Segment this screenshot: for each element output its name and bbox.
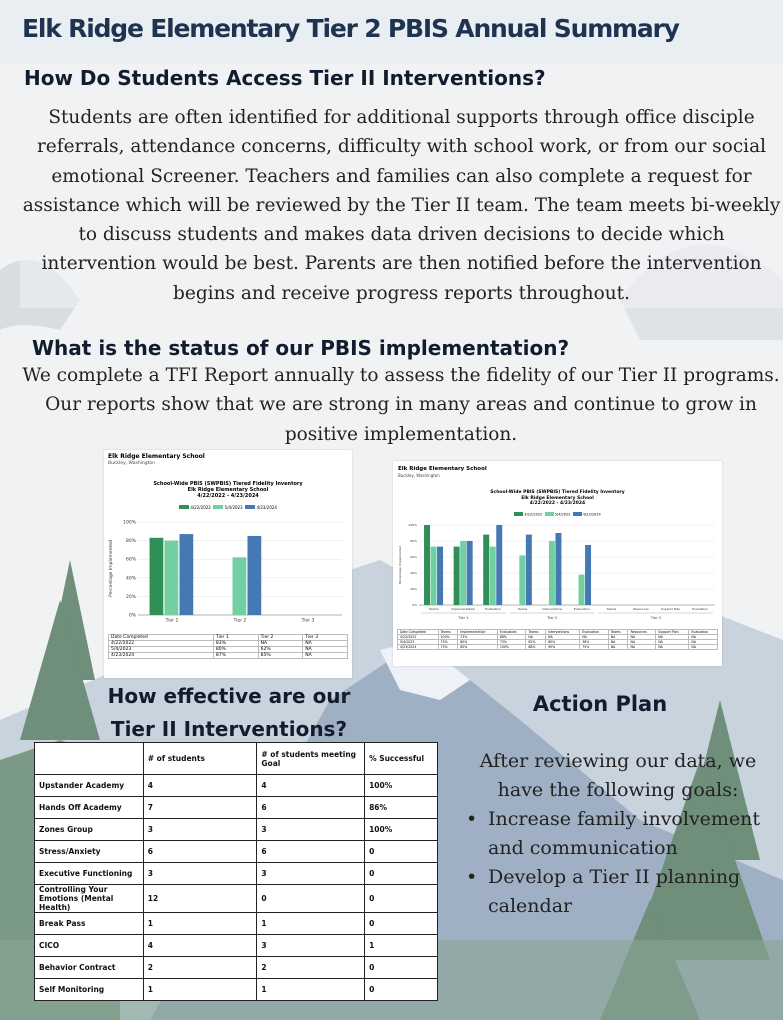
table-cell: 80%: [546, 640, 580, 645]
y-tick-label: 20%: [410, 587, 417, 591]
table-header: Date Completed: [398, 630, 439, 635]
bar-4-23-2024: [467, 541, 473, 605]
table-header: Date Completed: [109, 635, 214, 641]
table-cell: 100%: [497, 645, 526, 650]
goal-count: 3: [257, 819, 365, 841]
table-header: [35, 743, 144, 775]
table-cell: NA: [303, 653, 348, 659]
table-cell: NA: [580, 635, 609, 640]
action-plan-intro: After reviewing our data, we have the following goals:: [479, 750, 757, 801]
y-tick-label: 80%: [410, 539, 417, 543]
report-school-name: Elk Ridge Elementary School: [398, 466, 487, 472]
table-cell: 4/22/2022: [109, 641, 214, 647]
bar-5-4-2023: [431, 547, 437, 605]
action-plan-heading: Action Plan: [532, 692, 668, 716]
table-cell: 73%: [438, 640, 458, 645]
goal-count: 3: [257, 935, 365, 957]
table-cell: 5/4/2023: [398, 640, 439, 645]
legend-swatch-2023: [545, 512, 554, 516]
table-cell: 80%: [458, 640, 498, 645]
bar-4-23-2024: [526, 535, 532, 605]
x-category-label: Teams: [517, 607, 528, 611]
table-cell: NA: [656, 640, 689, 645]
tfi-report-tier-summary: [104, 450, 352, 678]
bar-4-23-2024: [585, 545, 591, 605]
table-cell: NA: [628, 645, 656, 650]
table-cell: 85%: [258, 653, 303, 659]
legend-label: 5/4/2023: [224, 505, 243, 510]
table-row: [35, 935, 438, 957]
table-header: Teams: [526, 630, 546, 635]
x-category-label: Interventions: [542, 607, 563, 611]
bar-5-4-2023: [490, 547, 496, 605]
table-header: Resources: [628, 630, 656, 635]
legend-swatch-2024: [245, 505, 255, 509]
intervention-name: Controlling Your Emotions (Mental Health): [35, 885, 144, 913]
bar-4-23-2024: [247, 536, 261, 615]
percent-successful: 0: [365, 841, 438, 863]
bar-4-22-2022: [424, 525, 430, 605]
student-count: 1: [143, 979, 257, 1001]
x-category-label: Tier 1: [165, 618, 179, 624]
legend-swatch-2022: [514, 512, 523, 516]
x-category-label: Evaluation: [573, 607, 590, 611]
intervention-name: Self Monitoring: [35, 979, 144, 1001]
goal-count: 2: [257, 957, 365, 979]
access-paragraph: Students are often identified for additional supports through office disciple referrals, attendance concerns, difficulty with school work, or from our social emotional Screener. Teachers and families can also complete a request for assistance which will be reviewed by the Tier II team. The team meets bi-weekly to discuss students and makes data driven decisions to decide which intervention would be best. Parents are then notified before the intervention begins and receive progress reports throughout.: [20, 103, 783, 308]
action-plan-goal-list: [466, 805, 778, 921]
table-cell: NA: [303, 641, 348, 647]
bar-4-22-2022: [150, 538, 164, 615]
table-cell: NA: [689, 635, 718, 640]
table-cell: NA: [656, 645, 689, 650]
table-cell: 5/4/2023: [109, 647, 214, 653]
goal-text: Increase family involvement and communication: [488, 808, 761, 859]
table-header: Tier 3: [303, 635, 348, 641]
table-cell: 4/22/2022: [398, 635, 439, 640]
x-category-label: Evaluation: [485, 607, 501, 611]
x-category-label: Evaluation: [692, 607, 709, 611]
x-category-label: Tier 2: [233, 618, 247, 624]
percent-successful: 0: [365, 913, 438, 935]
legend-label: 5/4/2023: [554, 512, 571, 517]
list-item: • Develop a Tier II planning calendar: [466, 866, 741, 917]
y-tick-label: 0%: [128, 613, 136, 619]
table-row: [35, 885, 438, 913]
table-cell: 73%: [497, 640, 526, 645]
student-count: 3: [143, 819, 257, 841]
table-header: Evaluation: [497, 630, 526, 635]
table-cell: 88%: [526, 645, 546, 650]
legend-swatch-2022: [179, 505, 189, 509]
goal-count: 4: [257, 775, 365, 797]
table-header: Support Plan: [656, 630, 689, 635]
table-header: # of students: [143, 743, 257, 775]
table-cell: 83%: [213, 641, 258, 647]
intervention-name: Zones Group: [35, 819, 144, 841]
tier-fidelity-chart: [104, 514, 352, 632]
bar-5-4-2023: [460, 541, 466, 605]
table-header: # of students meeting Goal: [257, 743, 365, 775]
legend-label: 4/23/2024: [256, 505, 277, 510]
intervention-name: Hands Off Academy: [35, 797, 144, 819]
legend-label: 4/22/2022: [524, 512, 543, 517]
report-title-line: 4/22/2022 - 4/23/2024: [529, 501, 586, 506]
bar-5-4-2023: [549, 541, 555, 605]
x-category-label: Support Plan: [660, 607, 681, 611]
percent-successful: 86%: [365, 797, 438, 819]
table-cell: NA: [258, 641, 303, 647]
x-category-label: Teams: [606, 607, 617, 611]
x-category-label: Tier 3: [301, 618, 315, 624]
legend-swatch-2023: [213, 505, 223, 509]
goal-count: 6: [257, 797, 365, 819]
table-header: % Successful: [365, 743, 438, 775]
report-data-table: [397, 629, 718, 650]
table-cell: NA: [608, 640, 628, 645]
table-cell: 62%: [526, 640, 546, 645]
table-cell: NA: [689, 645, 718, 650]
legend-label: 4/22/2022: [190, 505, 211, 510]
table-row: [35, 957, 438, 979]
status-heading: What is the status of our PBIS implementation?: [32, 336, 570, 360]
goal-count: 1: [257, 979, 365, 1001]
table-cell: 38%: [580, 640, 609, 645]
table-cell: 80%: [458, 645, 498, 650]
goal-text: Develop a Tier II planning calendar: [488, 866, 741, 917]
table-header: Evaluation: [689, 630, 718, 635]
table-cell: 90%: [546, 645, 580, 650]
table-row: [398, 645, 718, 650]
table-header: Tier 1: [213, 635, 258, 641]
intervention-name: Executive Functioning: [35, 863, 144, 885]
table-row: [109, 653, 348, 659]
table-row: [35, 841, 438, 863]
table-header: Tier 2: [258, 635, 303, 641]
student-count: 4: [143, 935, 257, 957]
legend-swatch-2024: [573, 512, 582, 516]
report-title-line: Elk Ridge Elementary School: [187, 487, 269, 493]
student-count: 6: [143, 841, 257, 863]
table-row: [35, 819, 438, 841]
table-cell: NA: [628, 635, 656, 640]
table-cell: 62%: [258, 647, 303, 653]
bar-4-22-2022: [483, 535, 489, 605]
tier-group-label: Tier 2: [547, 616, 558, 620]
table-row: [35, 979, 438, 1001]
report-school-name: Elk Ridge Elementary School: [108, 453, 205, 460]
report-title-line: School-Wide PBIS (SWPBIS) Tiered Fidelity Inventory: [490, 490, 625, 495]
goal-count: 6: [257, 841, 365, 863]
student-count: 2: [143, 957, 257, 979]
percent-successful: 100%: [365, 819, 438, 841]
bar-4-23-2024: [496, 525, 502, 605]
goal-count: 0: [257, 885, 365, 913]
percent-successful: 100%: [365, 775, 438, 797]
y-tick-label: 80%: [125, 539, 136, 545]
bar-4-23-2024: [555, 533, 561, 605]
report-title-line: 4/22/2022 - 4/23/2024: [197, 493, 259, 499]
table-header: Teams: [608, 630, 628, 635]
bar-5-4-2023: [165, 541, 179, 615]
y-tick-label: 60%: [125, 557, 136, 563]
table-cell: 73%: [438, 645, 458, 650]
intervention-name: Behavior Contract: [35, 957, 144, 979]
table-cell: NA: [628, 640, 656, 645]
table-cell: 75%: [580, 645, 609, 650]
student-count: 1: [143, 913, 257, 935]
table-cell: NA: [689, 640, 718, 645]
intervention-name: Upstander Academy: [35, 775, 144, 797]
intervention-name: CICO: [35, 935, 144, 957]
student-count: 12: [143, 885, 257, 913]
bar-5-4-2023: [579, 575, 585, 605]
report-location: Buckley, Washington: [398, 473, 440, 478]
bar-5-4-2023: [519, 555, 525, 605]
table-cell: 80%: [213, 647, 258, 653]
intervention-name: Break Pass: [35, 913, 144, 935]
tfi-report-subscale-detail: [393, 461, 722, 666]
table-cell: 4/23/2024: [109, 653, 214, 659]
y-tick-label: 100%: [123, 520, 136, 526]
student-count: 3: [143, 863, 257, 885]
tier-group-label: Tier 1: [458, 616, 469, 620]
table-cell: NA: [608, 645, 628, 650]
x-category-label: Resources: [633, 607, 649, 611]
y-tick-label: 20%: [125, 594, 136, 600]
report-location: Buckley, Washington: [108, 461, 156, 466]
student-count: 7: [143, 797, 257, 819]
goal-count: 3: [257, 863, 365, 885]
percent-successful: 1: [365, 935, 438, 957]
legend-label: 4/23/2024: [582, 512, 601, 517]
table-row: [35, 775, 438, 797]
access-heading: How Do Students Access Tier II Interventions?: [24, 66, 546, 90]
y-axis-label: Percentage Implemented: [109, 540, 114, 597]
percent-successful: 0: [365, 957, 438, 979]
intervention-name: Stress/Anxiety: [35, 841, 144, 863]
table-cell: 100%: [438, 635, 458, 640]
report-title-line: School-Wide PBIS (SWPBIS) Tiered Fidelity Inventory: [153, 481, 303, 487]
list-item: • Increase family involvement and communication: [466, 808, 761, 859]
x-category-label: Teams: [429, 607, 439, 611]
percent-successful: 0: [365, 979, 438, 1001]
table-header: Interventions: [546, 630, 580, 635]
y-axis-label: Percentage Implemented: [398, 546, 402, 584]
table-cell: NA: [526, 635, 546, 640]
table-header-row: [35, 743, 438, 775]
effectiveness-heading-line: Tier II Interventions?: [110, 717, 348, 741]
bar-4-22-2022: [454, 547, 460, 605]
status-paragraph: We complete a TFI Report annually to assess the fidelity of our Tier II programs. Our reports show that we are strong in many areas and continue to grow in positive implementation.: [22, 365, 780, 445]
y-tick-label: 0%: [412, 603, 417, 607]
percent-successful: 0: [365, 863, 438, 885]
y-tick-label: 60%: [410, 555, 417, 559]
bar-5-4-2023: [233, 557, 247, 615]
report-title-line: Elk Ridge Elementary School: [521, 495, 594, 501]
table-cell: 4/23/2024: [398, 645, 439, 650]
intervention-effectiveness-table: [34, 742, 438, 1001]
goal-count: 1: [257, 913, 365, 935]
table-cell: 87%: [213, 653, 258, 659]
effectiveness-heading-line: How effective are our: [107, 684, 351, 708]
report-data-table: [108, 634, 348, 659]
table-header: Implementation: [458, 630, 498, 635]
bar-4-23-2024: [179, 534, 193, 615]
subscale-fidelity-chart: [393, 519, 722, 629]
y-tick-label: 40%: [410, 571, 417, 575]
y-tick-label: 100%: [408, 523, 417, 527]
student-count: 4: [143, 775, 257, 797]
tier-group-label: Tier 3: [650, 616, 661, 620]
table-header: Teams: [438, 630, 458, 635]
percent-successful: 0: [365, 885, 438, 913]
table-row: [35, 863, 438, 885]
table-row: [35, 797, 438, 819]
table-cell: NA: [546, 635, 580, 640]
table-header: Evaluation: [580, 630, 609, 635]
bar-4-23-2024: [437, 547, 443, 605]
table-cell: 88%: [497, 635, 526, 640]
table-cell: 73%: [458, 635, 498, 640]
y-tick-label: 40%: [125, 576, 136, 582]
table-row: [35, 913, 438, 935]
table-cell: NA: [656, 635, 689, 640]
table-cell: NA: [608, 635, 628, 640]
page-title: Elk Ridge Elementary Tier 2 PBIS Annual Summary: [22, 14, 679, 43]
effectiveness-heading: [34, 680, 424, 746]
table-cell: NA: [303, 647, 348, 653]
x-category-label: Implementation: [451, 607, 476, 611]
